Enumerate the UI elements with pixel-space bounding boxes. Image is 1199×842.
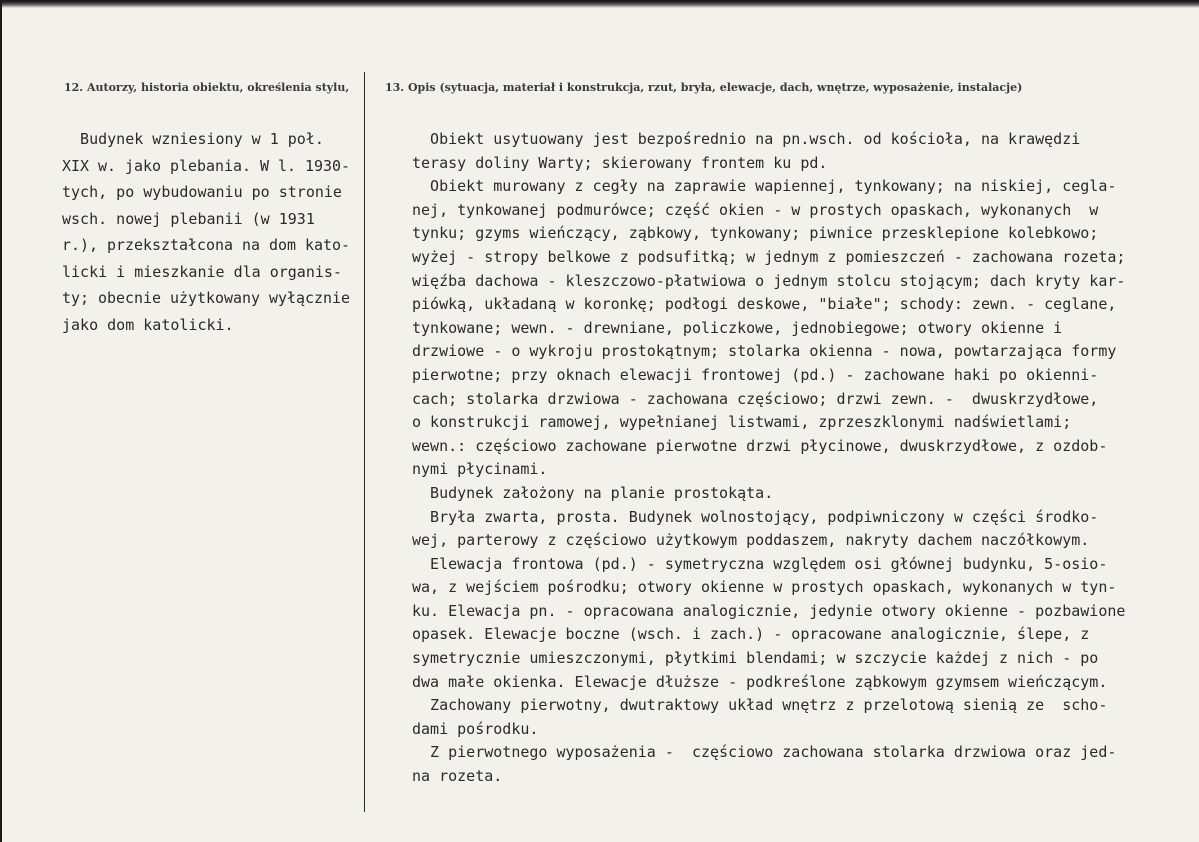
description-line: pierwotne; przy oknach elewacji frontowej (pd.) - zachowane haki po okienni- [412,365,1099,384]
description-line: nymi płycinami. [412,460,548,479]
history-line: wsch. nowej plebanii (w 1931 [62,209,315,228]
description-line: o konstrukcji ramowej, wypełnianej listwami, zprzeszklonymi nadświetlami; [412,413,1072,432]
description-line: tynku; gzyms wieńczący, ząbkowy, tynkowany; piwnice przesklepione kolebkowo; [412,224,1099,243]
description-line: Zachowany pierwotny, dwutraktowy układ wnętrz z przelotową sienią ze scho- [412,696,1108,715]
description-line: ku. Elewacja pn. - opracowana analogicznie, jedynie otwory okienne - pozbawione [412,601,1126,620]
description-line: więźba dachowa - kleszczowo-płatwiowa o jednym stolcu stojącym; dach kryty kar- [412,271,1126,290]
column-divider [364,72,365,812]
description-line: wej, parterowy z częściowo użytkowym poddaszem, nakryty dachem naczółkowym. [412,531,1090,550]
section-13-heading: 13. Opis (sytuacja, materiał i konstrukcja, rzut, bryła, elewacje, dach, wnętrze, wyposażenie, instalacje) [385,81,1023,94]
description-line: drzwiowe - o wykroju prostokątnym; stolarka okienna - nowa, powtarzająca formy [412,342,1117,361]
description-line: Bryła zwarta, prosta. Budynek wolnostojący, podpiwniczony w części środko- [412,507,1099,526]
description-line: dwa małe okienka. Elewacje dłuższe - podkreślone ząbkowym gzymsem wieńczącym. [412,672,1108,691]
description-line: wyżej - stropy belkowe z podsufitką; w jednym z pomieszczeń - zachowana rozeta; [412,247,1126,266]
description-line: terasy doliny Warty; skierowany frontem ku pd. [412,153,828,172]
history-line: jako dom katolicki. [62,315,234,334]
scan-top-edge [2,2,1199,8]
history-line: ty; obecnie użytkowany wyłącznie [62,289,350,307]
description-line: Elewacja frontowa (pd.) - symetryczna względem osi głównej budynku, 5-osio- [412,554,1108,573]
history-text [62,126,350,338]
description-line: Obiekt murowany z cegły na zaprawie wapiennej, tynkowany; na niskiej, cegla- [412,177,1117,196]
history-line: licki i mieszkanie dla organis- [62,262,342,281]
description-line: nej, tynkowanej podmurówce; część okien - w prostych opaskach, wykonanych w [412,200,1099,219]
history-line: Budynek wzniesiony w 1 poł. [62,130,324,148]
history-line: tych, po wybudowaniu po stronie [62,183,342,201]
description-line: dami pośrodku. [412,719,539,738]
description-line: opasek. Elewacje boczne (wsch. i zach.) - opracowane analogicznie, ślepe, z [412,625,1090,644]
description-line: Z pierwotnego wyposażenia - częściowo zachowana stolarka drzwiowa oraz jed- [412,743,1117,762]
description-line: cach; stolarka drzwiowa - zachowana częściowo; drzwi zewn. - dwuskrzydłowe, [412,389,1099,408]
history-line: r.), przekształcona na dom kato- [62,236,350,254]
description-line: wa, z wejściem pośrodku; otwory okienne w prostych opaskach, wykonanych w tyn- [412,578,1117,597]
description-line: na rozeta. [412,767,503,786]
description-line: tynkowane; wewn. - drewniane, policzkowe, jednobiegowe; otwory okienne i [412,318,1063,337]
description-line: Obiekt usytuowany jest bezpośrednio na pn.wsch. od kościoła, na krawędzi [412,130,1081,148]
description-line: symetrycznie umieszczonymi, płytkimi blendami; w szczycie każdej z nich - po [412,649,1099,668]
description-line: Budynek założony na planie prostokąta. [412,483,774,502]
history-line: XIX w. jako plebania. W l. 1930- [62,156,350,175]
description-line: piówką, układaną w koronkę; podłogi deskowe, "białe"; schody: zewn. - ceglane, [412,295,1117,314]
section-12-heading: 12. Autorzy, historia obiektu, określenia stylu, [64,81,350,94]
description-line: wewn.: częściowo zachowane pierwotne drzwi płycinowe, dwuskrzydłowe, z ozdob- [412,436,1108,455]
description-text [412,128,1190,789]
